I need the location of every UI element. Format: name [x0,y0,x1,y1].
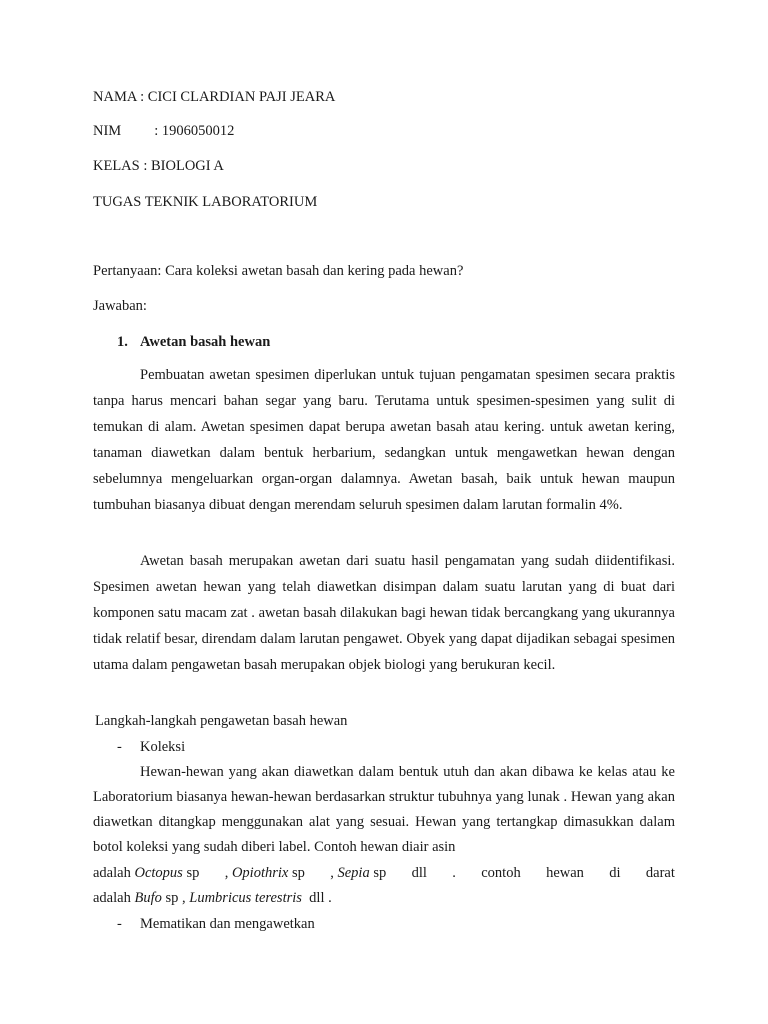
species-opiothrix: Opiothrix [231,865,289,881]
student-nim [93,122,234,140]
examples-text: , Opiothrix sp [224,865,305,881]
paragraph-2: Awetan basah merupakan awetan dari suatu hasil pengamatan yang sudah diidentifikasi. Spesimen awetan hewan yang telah diawetkan disimpan dalam suatu larutan yang di buat dari komponen satu macam zat . awetan basah dilakukan bagi hewan tidak bercangkang yang ukurannya tidak relatif besar, direndam dalam larutan pengawet. Obyek yang dapat dijadikan sebagai spesimen utama dalam pengawetan basah merupakan objek biologi yang berukuran kecil. [93,553,675,673]
student-class: KELAS : BIOLOGI A [93,158,224,174]
section-number: 1. [117,334,128,350]
assignment-title: TUGAS TEKNIK LABORATORIUM [93,194,318,210]
examples-text: di [609,865,621,881]
step-1-examples-line-2: adalah Bufo sp , Lumbricus terestris dll . [93,890,332,906]
nim-label: NIM [93,123,122,139]
examples-text: darat [645,865,675,881]
step-1-examples-line [93,864,675,882]
step-1-dash: - [117,739,122,755]
examples-text: hewan [546,865,584,881]
paragraph-1: Pembuatan awetan spesimen diperlukan untuk tujuan pengamatan spesimen secara praktis tanpa harus mencari bahan segar yang baru. Terutama untuk spesimen-spesimen yang sulit di temukan di alam. Awetan spesimen dapat berupa awetan basah atau kering. untuk awetan kering, tanaman diawetkan dalam bentuk herbarium, sedangkan untuk mengawetkan hewan dengan sebelumnya mengeluarkan organ-organ dalamnya. Awetan basah, baik untuk hewan maupun tumbuhan biasanya dibuat dengan merendam seluruh spesimen dalam larutan formalin 4%. [93,367,675,513]
step-2-label: Mematikan dan mengawetkan [140,916,315,932]
nim-value: : 1906050012 [154,123,235,139]
species-sepia: Sepia [337,865,370,881]
student-name: NAMA : CICI CLARDIAN PAJI JEARA [93,89,336,105]
steps-title: Langkah-langkah pengawetan basah hewan [95,713,348,729]
section-title: Awetan basah hewan [140,334,271,350]
examples-text: adalah Octopus sp [93,865,200,881]
examples-text: . [452,865,456,881]
species-octopus: Octopus [134,865,183,881]
species-bufo: Bufo [134,890,162,906]
step-1-paragraph: Hewan-hewan yang akan diawetkan dalam bentuk utuh dan akan dibawa ke kelas atau ke Laboratorium biasanya hewan-hewan berdasarkan struktur tubuhnya yang lunak . Hewan yang akan diawetkan ditangkap menggunakan alat yang sesuai. Hewan yang tertangkap dimasukkan dalam botol koleksi yang sudah diberi label. Contoh hewan diair asin [93,764,675,855]
step-1-label: Koleksi [140,739,186,755]
answer-label: Jawaban: [93,298,147,314]
examples-text: contoh [481,865,521,881]
examples-text: dll [411,865,427,881]
examples-text: , Sepia sp [330,865,387,881]
step-2-dash: - [117,916,122,932]
species-lumbricus: Lumbricus terestris [189,890,302,906]
question: Pertanyaan: Cara koleksi awetan basah dan kering pada hewan? [93,263,464,279]
